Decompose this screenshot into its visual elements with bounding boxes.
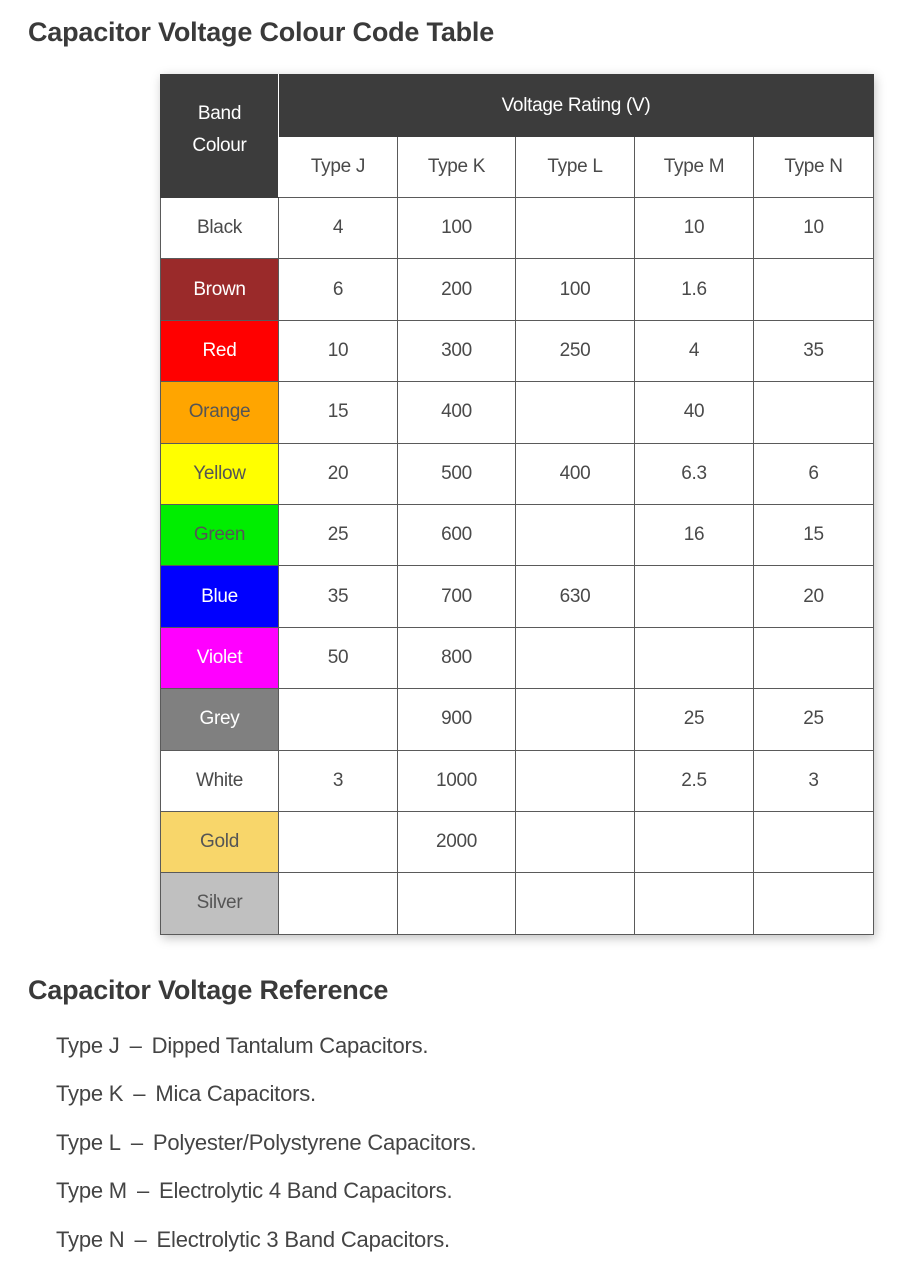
- band-colour-header: [161, 75, 279, 198]
- voltage-cell: [635, 811, 754, 872]
- table-row: [161, 873, 874, 934]
- voltage-cell: 1000: [398, 750, 516, 811]
- voltage-cell: 200: [398, 259, 516, 320]
- table-row: [161, 259, 874, 320]
- table-row: [161, 198, 874, 259]
- reference-separator: –: [133, 1081, 146, 1107]
- table-row: [161, 504, 874, 565]
- reference-item: [56, 1216, 476, 1264]
- reference-title: Capacitor Voltage Reference: [28, 975, 389, 1005]
- reference-item: [56, 1119, 476, 1167]
- band-colour-cell: Blue: [161, 566, 279, 627]
- band-colour-cell: Violet: [161, 627, 279, 688]
- voltage-cell: 20: [754, 566, 874, 627]
- reference-item: [56, 1167, 476, 1215]
- voltage-cell: [754, 811, 874, 872]
- voltage-cell: [516, 382, 635, 443]
- voltage-cell: [754, 382, 874, 443]
- band-colour-cell: Gold: [161, 811, 279, 872]
- voltage-cell: [279, 873, 398, 934]
- type-header: Type J: [279, 137, 398, 198]
- type-header: Type M: [635, 137, 754, 198]
- voltage-cell: 250: [516, 320, 635, 381]
- reference-list: [56, 1022, 476, 1264]
- band-colour-cell: White: [161, 750, 279, 811]
- band-colour-cell: Grey: [161, 689, 279, 750]
- band-colour-cell: Brown: [161, 259, 279, 320]
- voltage-cell: 16: [635, 504, 754, 565]
- voltage-cell: 2000: [398, 811, 516, 872]
- colour-code-table: [160, 74, 874, 935]
- colour-code-table-container: [160, 74, 873, 935]
- voltage-cell: 15: [279, 382, 398, 443]
- reference-type: Type J: [56, 1033, 120, 1058]
- type-header: Type K: [398, 137, 516, 198]
- voltage-cell: 600: [398, 504, 516, 565]
- band-colour-cell: Orange: [161, 382, 279, 443]
- reference-description: Mica Capacitors.: [155, 1081, 316, 1107]
- voltage-cell: 100: [516, 259, 635, 320]
- voltage-cell: [398, 873, 516, 934]
- voltage-cell: [516, 504, 635, 565]
- voltage-cell: 900: [398, 689, 516, 750]
- table-row: [161, 811, 874, 872]
- reference-description: Electrolytic 3 Band Capacitors.: [156, 1226, 450, 1252]
- reference-description: Electrolytic 4 Band Capacitors.: [158, 1178, 453, 1204]
- type-header: Type N: [754, 137, 874, 198]
- table-row: [161, 443, 874, 504]
- voltage-cell: 40: [635, 382, 754, 443]
- reference-type: Type L: [56, 1129, 121, 1155]
- reference-type: Type M: [56, 1178, 127, 1204]
- voltage-cell: 6.3: [635, 443, 754, 504]
- table-row: [161, 689, 874, 750]
- voltage-cell: 400: [398, 382, 516, 443]
- voltage-cell: [635, 566, 754, 627]
- voltage-cell: 700: [398, 566, 516, 627]
- table-row: [161, 750, 874, 811]
- table-row: [161, 382, 874, 443]
- voltage-cell: 25: [279, 504, 398, 565]
- reference-type: Type N: [56, 1226, 125, 1252]
- band-colour-header-line1: Band: [197, 103, 242, 124]
- band-colour-cell: Yellow: [161, 443, 279, 504]
- voltage-cell: 630: [516, 566, 635, 627]
- reference-type: Type K: [56, 1081, 124, 1107]
- page-title: Capacitor Voltage Colour Code Table: [28, 17, 495, 47]
- voltage-cell: [279, 811, 398, 872]
- reference-item: [56, 1070, 476, 1118]
- voltage-cell: 1.6: [635, 259, 754, 320]
- voltage-cell: 2.5: [635, 750, 754, 811]
- voltage-cell: 3: [279, 750, 398, 811]
- voltage-cell: 20: [279, 443, 398, 504]
- voltage-cell: [516, 750, 635, 811]
- voltage-cell: 35: [279, 566, 398, 627]
- voltage-cell: [516, 689, 635, 750]
- voltage-cell: 400: [516, 443, 635, 504]
- table-row: [161, 320, 874, 381]
- voltage-cell: [516, 873, 635, 934]
- voltage-cell: 500: [398, 443, 516, 504]
- voltage-cell: [516, 627, 635, 688]
- voltage-cell: 25: [754, 689, 874, 750]
- voltage-cell: 4: [635, 320, 754, 381]
- table-row: [161, 627, 874, 688]
- reference-separator: –: [136, 1178, 149, 1204]
- voltage-cell: 10: [635, 198, 754, 259]
- voltage-cell: 6: [754, 443, 874, 504]
- voltage-cell: [635, 627, 754, 688]
- voltage-cell: [754, 873, 874, 934]
- voltage-cell: 300: [398, 320, 516, 381]
- voltage-cell: 10: [279, 320, 398, 381]
- voltage-cell: [635, 873, 754, 934]
- type-header: Type L: [516, 137, 635, 198]
- voltage-rating-header: Voltage Rating (V): [279, 75, 874, 137]
- voltage-cell: [516, 811, 635, 872]
- voltage-cell: 50: [279, 627, 398, 688]
- voltage-cell: [279, 689, 398, 750]
- voltage-cell: 100: [398, 198, 516, 259]
- voltage-cell: 6: [279, 259, 398, 320]
- voltage-cell: [754, 627, 874, 688]
- voltage-cell: [516, 198, 635, 259]
- band-colour-cell: Black: [161, 198, 279, 259]
- voltage-cell: 4: [279, 198, 398, 259]
- reference-description: Polyester/Polystyrene Capacitors.: [152, 1129, 477, 1155]
- band-colour-cell: Green: [161, 504, 279, 565]
- band-colour-header-line2: Colour: [192, 135, 247, 156]
- table-row: [161, 566, 874, 627]
- reference-separator: –: [134, 1226, 147, 1252]
- reference-separator: –: [130, 1129, 143, 1155]
- reference-description: Dipped Tantalum Capacitors.: [151, 1033, 429, 1058]
- voltage-cell: 25: [635, 689, 754, 750]
- reference-separator: –: [129, 1033, 142, 1058]
- voltage-cell: 15: [754, 504, 874, 565]
- voltage-cell: 800: [398, 627, 516, 688]
- reference-item: [56, 1022, 476, 1070]
- voltage-cell: 10: [754, 198, 874, 259]
- voltage-cell: 3: [754, 750, 874, 811]
- band-colour-cell: Silver: [161, 873, 279, 934]
- voltage-cell: [754, 259, 874, 320]
- band-colour-cell: Red: [161, 320, 279, 381]
- voltage-cell: 35: [754, 320, 874, 381]
